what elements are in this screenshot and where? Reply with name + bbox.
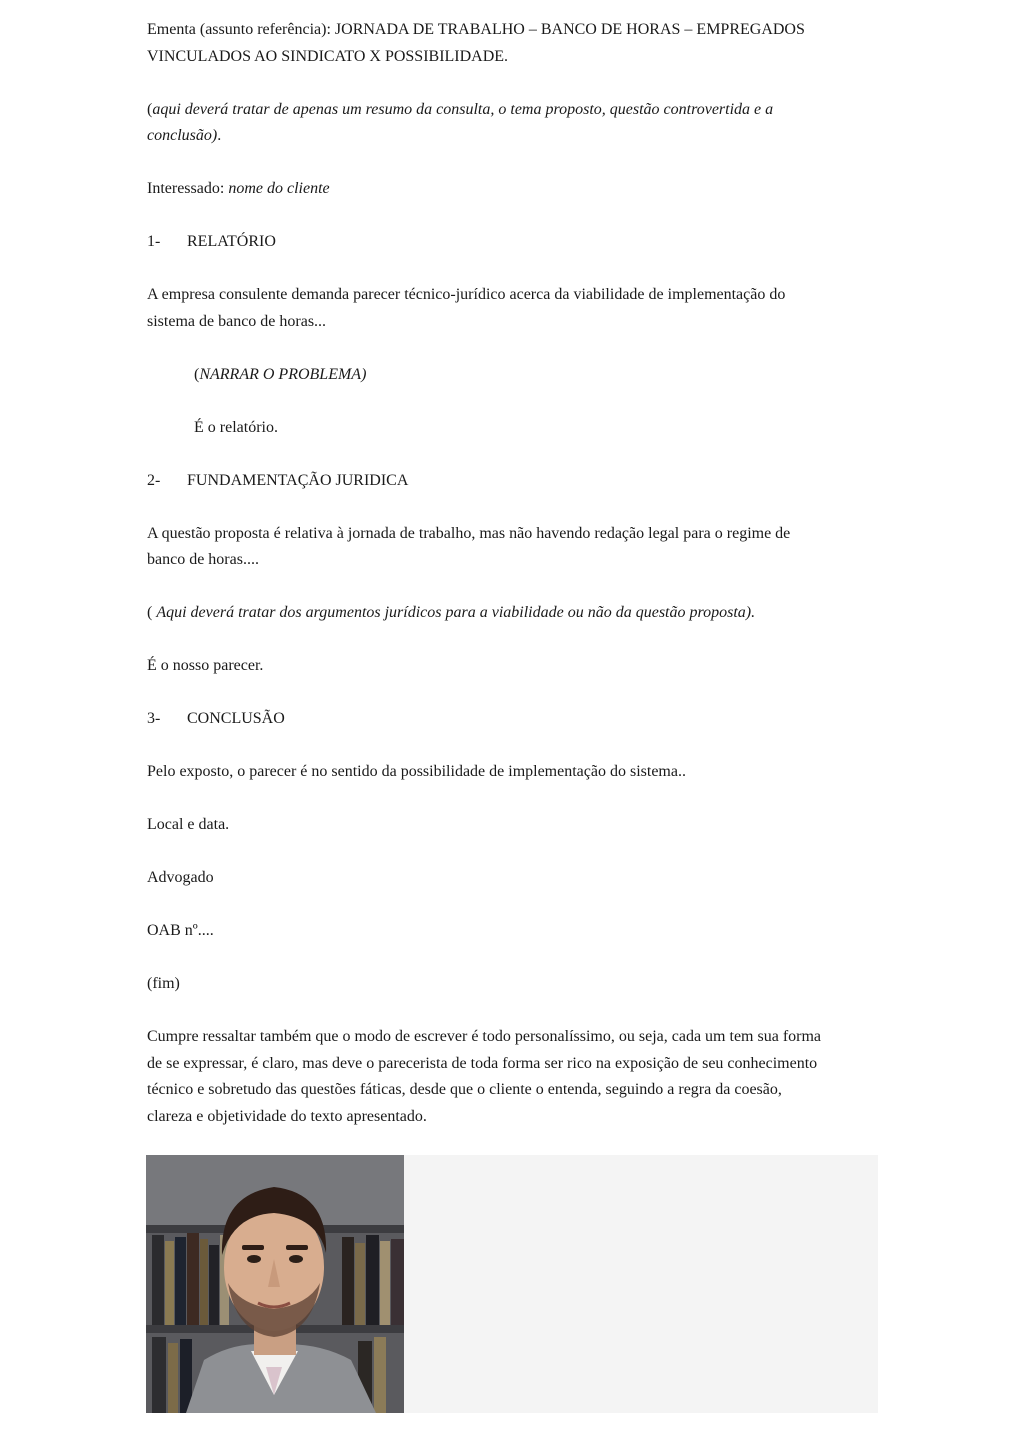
relatorio-closing: É o relatório. xyxy=(194,418,278,436)
section-heading-relatorio xyxy=(147,229,882,256)
author-photo xyxy=(146,1155,404,1413)
conclusao-paragraph: Pelo exposto, o parecer é no sentido da possibilidade de implementação do sistema.. xyxy=(147,763,686,780)
interessado xyxy=(147,176,882,203)
author-box xyxy=(146,1155,878,1413)
ementa-label: Ementa (assunto referência): xyxy=(147,21,335,38)
fundamentacao-note: ( Aqui deverá tratar dos argumentos jurídicos para a viabilidade ou não da questão proposta). xyxy=(147,604,756,621)
interessado-label: Interessado: xyxy=(147,180,229,197)
document-body xyxy=(147,17,882,1130)
section-number: 1- xyxy=(147,233,161,250)
final-paragraph-line-2: de se expressar, é claro, mas deve o parecerista de toda forma ser rico na exposição de seu conhecimento xyxy=(147,1054,818,1072)
ementa-subject: JORNADA DE TRABALHO – BANCO DE HORAS – EMPREGADOS xyxy=(334,21,805,38)
section-heading-fundamentacao xyxy=(147,468,882,495)
section-number: 2- xyxy=(147,471,161,489)
note-summary-cont: conclusão). xyxy=(147,127,222,144)
fundamentacao-closing: É o nosso parecer. xyxy=(147,657,264,674)
section-heading-conclusao xyxy=(147,706,882,733)
section-title: FUNDAMENTAÇÃO JURIDICA xyxy=(187,471,409,489)
fundamentacao-paragraph-line-2: banco de horas.... xyxy=(147,551,259,568)
relatorio-paragraph-line-2: sistema de banco de horas... xyxy=(147,312,327,330)
final-paragraph-line-1: Cumpre ressaltar também que o modo de escrever é todo personalíssimo, ou seja, cada um tem sua forma xyxy=(147,1028,822,1045)
advogado: Advogado xyxy=(147,869,214,886)
ementa-line-2: VINCULADOS AO SINDICATO X POSSIBILIDADE. xyxy=(147,47,509,65)
local-e-data: Local e data. xyxy=(147,816,230,833)
final-paragraph-line-4: clareza e objetividade do texto apresentado. xyxy=(147,1107,427,1125)
section-title: CONCLUSÃO xyxy=(187,710,285,727)
author-portrait-image xyxy=(146,1155,404,1413)
final-paragraph-line-3: técnico e sobretudo das questões fáticas, desde que o cliente o entenda, seguindo a regra da coesão, xyxy=(147,1081,782,1098)
fundamentacao-paragraph-line-1: A questão proposta é relativa à jornada de trabalho, mas não havendo redação legal para o regime de xyxy=(147,524,791,542)
relatorio-paragraph-line-1: A empresa consulente demanda parecer técnico-jurídico acerca da viabilidade de implementação do xyxy=(147,286,786,303)
interessado-value: nome do cliente xyxy=(228,180,330,197)
note-summary: (aqui deverá tratar de apenas um resumo da consulta, o tema proposto, questão controvertida e a xyxy=(147,100,774,118)
section-number: 3- xyxy=(147,710,161,727)
oab-number: OAB nº.... xyxy=(147,922,214,939)
section-title: RELATÓRIO xyxy=(187,233,276,250)
fim-marker: (fim) xyxy=(147,975,180,992)
narrar-problema: (NARRAR O PROBLEMA) xyxy=(194,365,367,383)
ementa-line-1 xyxy=(147,17,882,44)
